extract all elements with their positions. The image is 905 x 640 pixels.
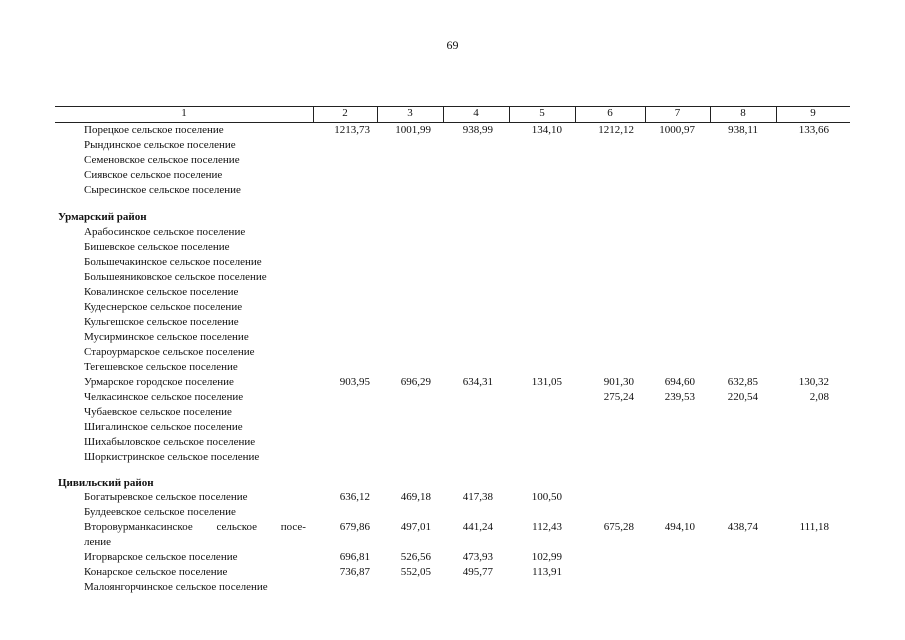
- settlement-name-word: сельское: [216, 521, 258, 533]
- value-cell-col4: 417,38: [462, 491, 493, 503]
- settlement-name: Бишевское сельское поселение: [84, 241, 230, 253]
- column-header: 8: [740, 107, 746, 119]
- column-header: 4: [473, 107, 479, 119]
- value-cell-col8: 632,85: [727, 376, 758, 388]
- value-cell-col2: 636,12: [339, 491, 370, 503]
- value-cell-col3: 469,18: [400, 491, 431, 503]
- table-row: [0, 139, 905, 154]
- value-cell-col9: 111,18: [799, 521, 829, 533]
- table-row: [0, 271, 905, 286]
- table-row: [0, 361, 905, 376]
- settlement-name: Большечакинское сельское поселение: [84, 256, 262, 268]
- value-cell-col4: 938,99: [462, 124, 493, 136]
- table-row: [0, 391, 905, 406]
- table-row: [0, 566, 905, 581]
- settlement-name: Рындинское сельское поселение: [84, 139, 236, 151]
- settlement-name: Урмарское городское поселение: [84, 376, 234, 388]
- table-row: [0, 316, 905, 331]
- table-row: [0, 154, 905, 169]
- header-bottom-rule: [55, 122, 850, 123]
- table-row: [0, 169, 905, 184]
- settlement-name: Сиявское сельское поселение: [84, 169, 223, 181]
- settlement-name: Ковалинское сельское поселение: [84, 286, 239, 298]
- value-cell-col4: 473,93: [462, 551, 493, 563]
- column-header: 3: [407, 107, 413, 119]
- value-cell-col8: 938,11: [728, 124, 758, 136]
- table-row: [0, 256, 905, 271]
- settlement-name: Конарское сельское поселение: [84, 566, 228, 578]
- settlement-name: Игорварское сельское поселение: [84, 551, 238, 563]
- value-cell-col2: 696,81: [339, 551, 370, 563]
- value-cell-col3: 552,05: [400, 566, 431, 578]
- table-row: [0, 241, 905, 256]
- value-cell-col2: 736,87: [339, 566, 370, 578]
- value-cell-col5: 112,43: [532, 521, 562, 533]
- value-cell-col7: 694,60: [664, 376, 695, 388]
- column-header: 5: [539, 107, 545, 119]
- value-cell-col3: 696,29: [400, 376, 431, 388]
- value-cell-col7: 494,10: [664, 521, 695, 533]
- table-row: [0, 406, 905, 421]
- value-cell-col5: 131,05: [531, 376, 562, 388]
- settlement-name: Челкасинское сельское поселение: [84, 391, 244, 403]
- table-row: [0, 436, 905, 451]
- table-row: [0, 331, 905, 346]
- value-cell-col2: 1213,73: [334, 124, 370, 136]
- value-cell-col9: 2,08: [809, 391, 829, 403]
- value-cell-col6: 275,24: [603, 391, 634, 403]
- settlement-name: Кульгешское сельское поселение: [84, 316, 239, 328]
- settlement-name: Тегешевское сельское поселение: [84, 361, 238, 373]
- settlement-name: Шоркистринское сельское поселение: [84, 451, 260, 463]
- district-heading-row: [0, 477, 905, 492]
- table-row: [0, 581, 905, 596]
- value-cell-col5: 102,99: [531, 551, 562, 563]
- page-number: 69: [446, 38, 459, 52]
- value-cell-col5: 100,50: [531, 491, 562, 503]
- table-row: [0, 184, 905, 199]
- table-row: [0, 226, 905, 241]
- value-cell-col8: 438,74: [727, 521, 758, 533]
- settlement-name: Богатыревское сельское поселение: [84, 491, 248, 503]
- value-cell-col6: 1212,12: [598, 124, 634, 136]
- column-header: 6: [607, 107, 613, 119]
- value-cell-col2: 903,95: [339, 376, 370, 388]
- table-row: [0, 346, 905, 361]
- table-row: [0, 286, 905, 301]
- value-cell-col9: 130,32: [798, 376, 829, 388]
- value-cell-col7: 1000,97: [659, 124, 695, 136]
- settlement-name: Староурмарское сельское поселение: [84, 346, 255, 358]
- settlement-name: Мусирминское сельское поселение: [84, 331, 249, 343]
- settlement-name: Порецкое сельское поселение: [84, 124, 224, 136]
- table-row: [0, 301, 905, 316]
- value-cell-col6: 675,28: [603, 521, 634, 533]
- settlement-name: Арабосинское сельское поселение: [84, 226, 246, 238]
- table-row: [0, 376, 905, 391]
- district-name: Цивильский район: [58, 477, 154, 489]
- value-cell-col7: 239,53: [664, 391, 695, 403]
- value-cell-col3: 526,56: [400, 551, 431, 563]
- value-cell-col3: 497,01: [400, 521, 431, 533]
- settlement-name: Малоянгорчинское сельское поселение: [84, 581, 268, 593]
- table-row: [0, 421, 905, 436]
- settlement-name: Сыресинское сельское поселение: [84, 184, 241, 196]
- column-header: 2: [342, 107, 348, 119]
- table-row: [0, 551, 905, 566]
- value-cell-col8: 220,54: [727, 391, 758, 403]
- settlement-name: Чубаевское сельское поселение: [84, 406, 232, 418]
- table-row: [0, 536, 905, 551]
- value-cell-col5: 134,10: [531, 124, 562, 136]
- value-cell-col9: 133,66: [798, 124, 829, 136]
- settlement-name: Семеновское сельское поселение: [84, 154, 240, 166]
- settlement-name: Шигалинское сельское поселение: [84, 421, 243, 433]
- column-header: 7: [674, 107, 681, 119]
- settlement-name: Шихабыловское сельское поселение: [84, 436, 256, 448]
- settlement-name: Булдеевское сельское поселение: [84, 506, 236, 518]
- table-row: [0, 506, 905, 521]
- column-header: 9: [810, 107, 816, 119]
- table-row: [0, 491, 905, 506]
- table-row: [0, 124, 905, 139]
- settlement-name: Кудеснерское сельское поселение: [84, 301, 243, 313]
- settlement-name-word: Второвурманкасинское: [84, 521, 193, 533]
- settlement-name: [84, 521, 306, 533]
- column-header: 1: [181, 107, 187, 119]
- settlement-name-word: посе-: [280, 521, 306, 533]
- value-cell-col6: 901,30: [603, 376, 634, 388]
- value-cell-col3: 1001,99: [395, 124, 431, 136]
- value-cell-col4: 495,77: [462, 566, 493, 578]
- settlement-name: Большеяниковское сельское поселение: [84, 271, 267, 283]
- district-name: Урмарский район: [58, 211, 147, 223]
- value-cell-col5: 113,91: [532, 566, 562, 578]
- settlement-name: ление: [84, 536, 112, 548]
- district-heading-row: [0, 211, 905, 226]
- table-row: [0, 451, 905, 466]
- table-row: [0, 521, 905, 536]
- value-cell-col4: 441,24: [462, 521, 493, 533]
- value-cell-col4: 634,31: [462, 376, 493, 388]
- value-cell-col2: 679,86: [339, 521, 370, 533]
